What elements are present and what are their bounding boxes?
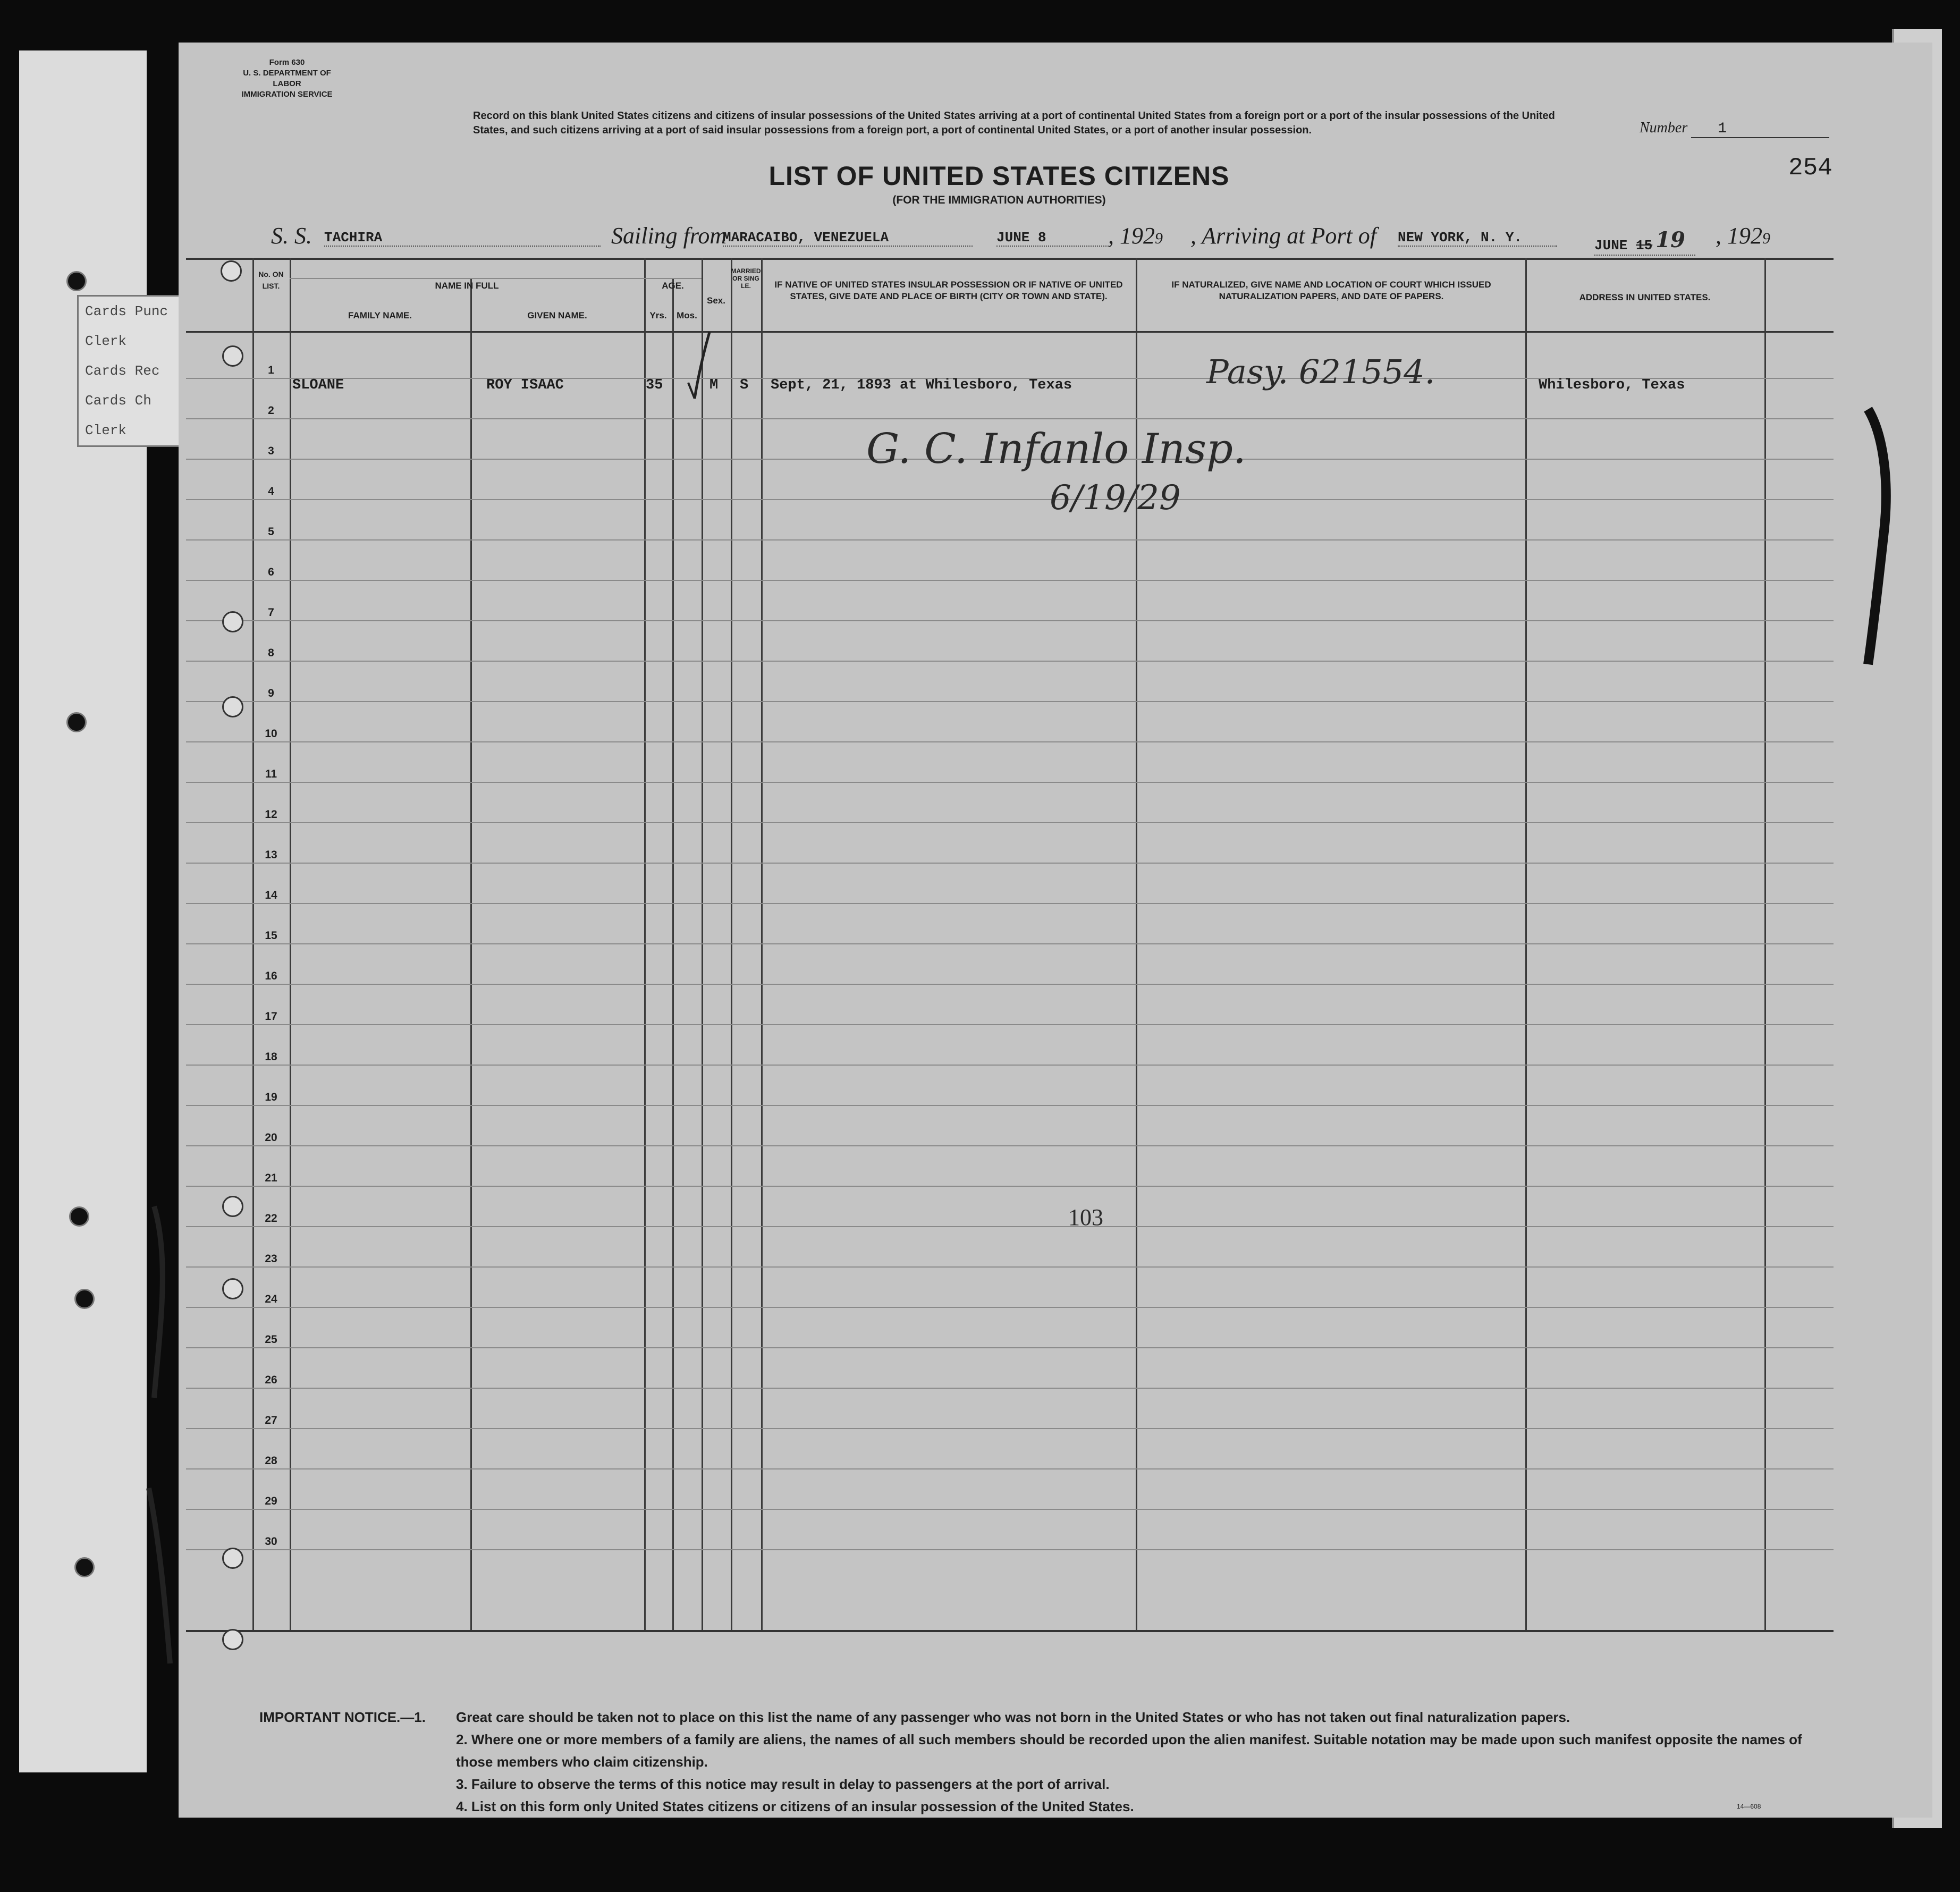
col-header-married-single: MARRIED OR SINGLE.: [731, 267, 761, 290]
year-digit: 9: [1762, 230, 1770, 247]
arrival-day-struck: 15: [1636, 238, 1653, 254]
arrival-date: [1594, 227, 1695, 256]
row-number: 16: [265, 970, 277, 982]
table-top-border: [186, 258, 1834, 260]
row-number: 30: [265, 1535, 277, 1548]
row-number: 9: [268, 687, 274, 699]
binder-hole: [66, 271, 87, 291]
row-line: [186, 499, 1834, 500]
form-code: 14—608: [1737, 1803, 1761, 1810]
entry-marital-status: S: [740, 377, 749, 393]
departure-year: [1108, 222, 1163, 249]
row-line: [186, 1307, 1834, 1308]
notice-item: 3. Failure to observe the terms of this notice may result in delay to passengers at the port of arrival.: [456, 1776, 1110, 1792]
departure-date: JUNE 8: [996, 230, 1111, 247]
row-line: [186, 1428, 1834, 1429]
row-number: 27: [265, 1414, 277, 1426]
binder-hole: [222, 1548, 243, 1569]
row-number: 18: [265, 1051, 277, 1063]
ss-label: S. S.: [271, 223, 312, 249]
header-bottom-border: [186, 331, 1834, 333]
stamp-line: Cards Rec: [85, 363, 160, 379]
number-value: 1: [1691, 121, 1829, 138]
column-divider: [470, 278, 472, 1630]
col-header-given-name: GIVEN NAME.: [527, 310, 587, 320]
row-line: [186, 1105, 1834, 1106]
form-service: IMMIGRATION SERVICE: [241, 90, 333, 99]
binder-hole: [222, 1196, 243, 1217]
binder-hole: [221, 260, 242, 282]
check-mark-icon: [683, 330, 715, 404]
row-number: 29: [265, 1495, 277, 1507]
row-number: 21: [265, 1172, 277, 1184]
binder-hole: [66, 712, 87, 732]
binder-hole: [69, 1206, 89, 1227]
binder-hole: [222, 1629, 243, 1650]
binder-hole: [222, 345, 243, 367]
subheader-line: [290, 278, 702, 279]
list-number: [1640, 120, 1829, 138]
col-header-address: ADDRESS IN UNITED STATES.: [1579, 292, 1711, 302]
row-number: 14: [265, 889, 277, 901]
row-line: [186, 1347, 1834, 1348]
inspector-signature: G. C. Infanlo Insp.: [866, 425, 1246, 473]
binder-hole: [222, 696, 243, 717]
col-header-age: AGE.: [662, 281, 684, 291]
row-line: [186, 1388, 1834, 1389]
column-divider: [672, 278, 674, 1630]
row-number: 5: [268, 526, 274, 538]
row-number: 10: [265, 728, 277, 740]
row-number: 25: [265, 1333, 277, 1346]
binder-hole: [222, 1278, 243, 1299]
col-header-mos: Mos.: [677, 310, 697, 320]
arrival-month: JUNE: [1594, 238, 1628, 254]
row-line: [186, 661, 1834, 662]
arrival-port: NEW YORK, N. Y.: [1398, 230, 1557, 247]
form-department: U. S. DEPARTMENT OF LABOR: [243, 69, 331, 88]
row-line: [186, 539, 1834, 540]
row-line: [186, 822, 1834, 823]
row-number: 26: [265, 1374, 277, 1386]
row-line: [186, 1266, 1834, 1268]
departure-port: MARACAIBO, VENEZUELA: [723, 230, 973, 247]
row-number: 17: [265, 1010, 277, 1023]
row-line: [186, 741, 1834, 742]
row-line: [186, 1468, 1834, 1469]
row-number: 20: [265, 1131, 277, 1144]
binder-hole: [222, 611, 243, 632]
ship-name: TACHIRA: [324, 230, 601, 247]
col-header-birth: IF NATIVE OF UNITED STATES INSULAR POSSESSION OR IF NATIVE OF UNITED STATES, GIVE DATE AND PLACE OF BIRTH (CITY OR TOWN AND STATE).: [774, 280, 1123, 301]
row-line: [186, 1186, 1834, 1187]
col-header-name-in-full: NAME IN FULL: [435, 281, 499, 291]
entry-given-name: ROY ISAAC: [486, 377, 564, 393]
year-digit: 9: [1155, 230, 1163, 247]
row-line: [186, 984, 1834, 985]
inspector-date: 6/19/29: [1050, 478, 1181, 518]
row-number: 12: [265, 808, 277, 821]
row-line: [186, 580, 1834, 581]
row-line: [186, 701, 1834, 702]
sailing-label: Sailing from: [611, 223, 727, 249]
row-number: 1: [268, 364, 274, 376]
stamp-number: 103: [1068, 1204, 1103, 1230]
row-number: 24: [265, 1293, 277, 1305]
col-header-sex: Sex.: [707, 295, 725, 306]
row-number: 2: [268, 404, 274, 417]
row-number: 4: [268, 485, 274, 497]
side-processing-stamp: [77, 295, 187, 447]
notice-item: Great care should be taken not to place on this list the name of any passenger who was not born in the United States or who has not taken out final naturalization papers.: [456, 1709, 1570, 1725]
row-number: 8: [268, 647, 274, 659]
row-number: 15: [265, 930, 277, 942]
stamp-line: Clerk: [85, 333, 127, 349]
row-line: [186, 1145, 1834, 1146]
form-instructions: Record on this blank United States citizens and citizens of insular possessions of the United States arriving at a port of continental United States from a foreign port or a port of the insular possessions of the United States, and such citizens arriving at a port of said insular possessions from a foreign port, a port of continental United States, or a port of another insular possession.: [473, 110, 1555, 136]
stamp-line: Cards Ch: [85, 393, 151, 409]
row-number: 7: [268, 606, 274, 619]
entry-family-name: SLOANE: [292, 377, 344, 393]
form-identifier: [229, 57, 345, 100]
notice-item: 4. List on this form only United States citizens or citizens of an insular possession of the United States.: [456, 1798, 1134, 1814]
col-header-naturalization: IF NATURALIZED, GIVE NAME AND LOCATION OF COURT WHICH ISSUED NATURALIZATION PAPERS, AND DATE OF PAPERS.: [1171, 280, 1491, 301]
entry-address: Whilesboro, Texas: [1539, 377, 1685, 393]
entry-sex: M: [709, 377, 719, 393]
margin-scribble-right: [1857, 404, 1895, 670]
arrival-day-handwritten: 19: [1655, 227, 1685, 252]
arriving-label: , Arriving at Port of: [1190, 223, 1376, 249]
row-line: [186, 1549, 1834, 1550]
row-line: [186, 863, 1834, 864]
year-prefix: , 192: [1108, 223, 1155, 249]
row-number: 3: [268, 445, 274, 457]
notice-items: [456, 1706, 1832, 1818]
binder-hole: [74, 1557, 95, 1577]
row-line: [186, 903, 1834, 904]
row-number: 22: [265, 1212, 277, 1224]
row-number: 28: [265, 1455, 277, 1467]
entry-naturalization-handwritten: Pasy. 621554.: [1206, 352, 1435, 391]
notice-lead: IMPORTANT NOTICE.—1.: [259, 1709, 426, 1725]
binder-hole: [74, 1289, 95, 1309]
form-number: Form 630: [269, 58, 305, 67]
page-subtitle: (FOR THE IMMIGRATION AUTHORITIES): [892, 194, 1106, 206]
col-header-no: No. ON LIST.: [258, 270, 284, 290]
row-line: [186, 418, 1834, 419]
page-title: LIST OF UNITED STATES CITIZENS: [768, 161, 1230, 191]
row-number: 19: [265, 1091, 277, 1103]
year-prefix: , 192: [1716, 223, 1762, 249]
row-line: [186, 1065, 1834, 1066]
row-line: [186, 943, 1834, 944]
row-line: [186, 1226, 1834, 1227]
table-bottom-border: [186, 1630, 1834, 1632]
stamp-line: Cards Punc: [85, 303, 168, 319]
row-line: [186, 620, 1834, 621]
page-number: 254: [1788, 154, 1832, 182]
margin-scribble-left: [138, 1196, 181, 1674]
row-number: 11: [265, 768, 277, 780]
entry-birth: Sept, 21, 1893 at Whilesboro, Texas: [771, 377, 1072, 393]
col-header-family-name: FAMILY NAME.: [348, 310, 412, 320]
notice-item: 2. Where one or more members of a family are aliens, the names of all such members should be recorded upon the alien manifest. Suitable notation may be made upon such manifest opposite the names of those members who claim citizenship.: [456, 1731, 1802, 1770]
row-number: 6: [268, 566, 274, 578]
row-line: [186, 1509, 1834, 1510]
row-number: 23: [265, 1253, 277, 1265]
col-header-yrs: Yrs.: [649, 310, 667, 320]
row-line: [186, 1024, 1834, 1025]
stamp-line: Clerk: [85, 423, 127, 438]
row-number: 13: [265, 849, 277, 861]
row-line: [186, 782, 1834, 783]
entry-age-years: 35: [646, 377, 663, 393]
number-label: Number: [1640, 120, 1688, 136]
arrival-year: [1716, 222, 1770, 249]
